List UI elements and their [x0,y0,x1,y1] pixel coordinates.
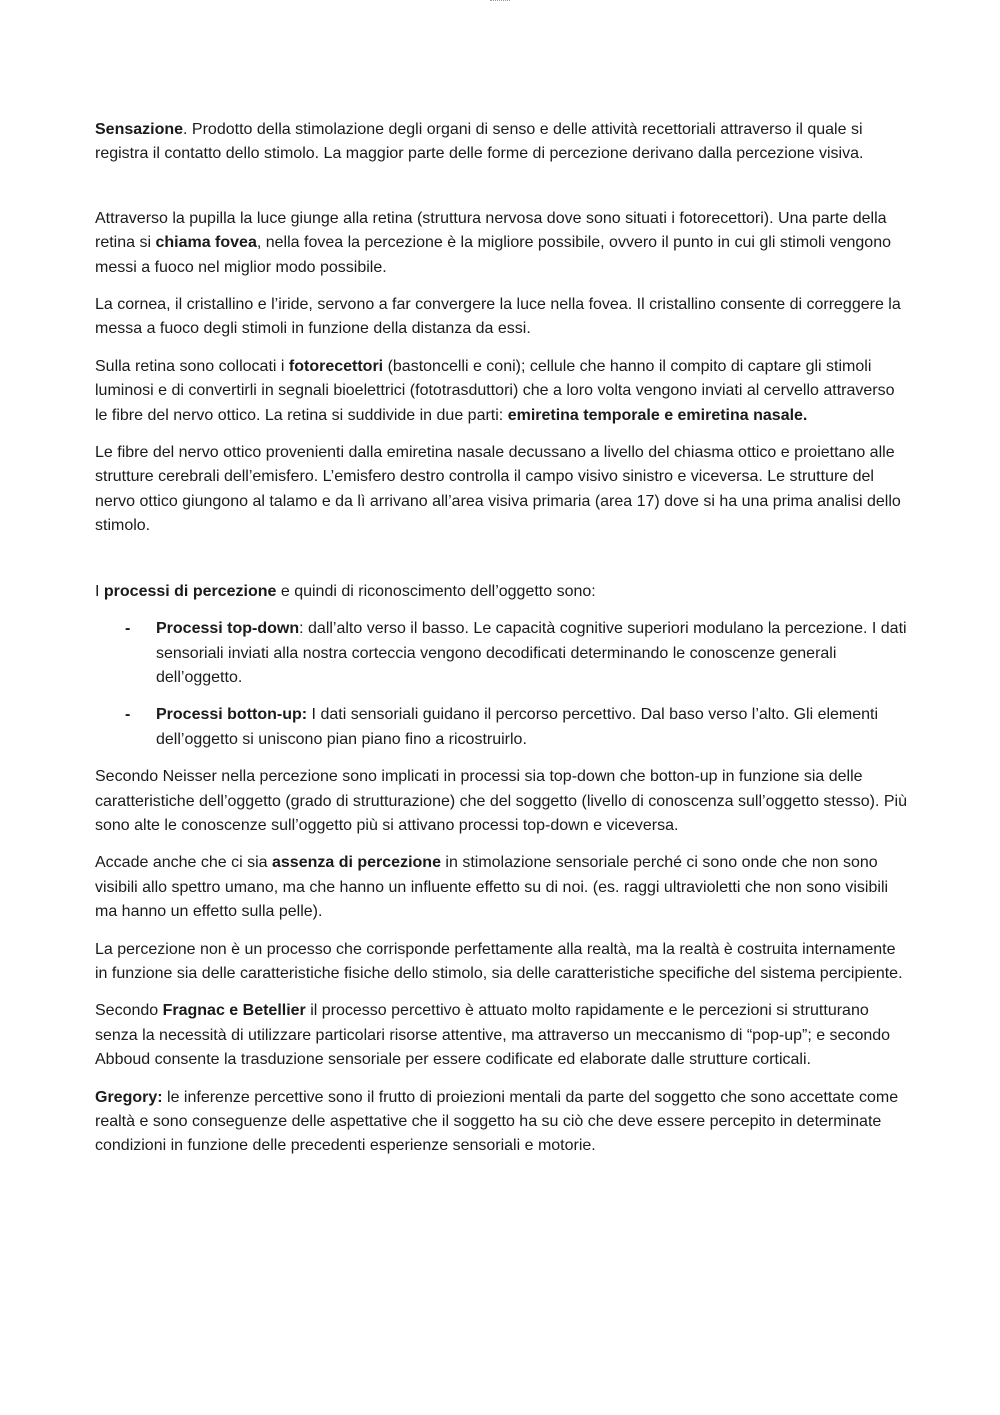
term-assenza-percezione: assenza di percezione [272,854,441,872]
paragraph-realta: La percezione non è un processo che corrisponde perfettamente alla realtà, ma la realtà è costruita internamente in funzione sia delle caratteristiche fisiche dello stimolo, sia delle caratteristiche specifiche del sistema percipiente. [95,940,903,982]
term-emiretina: emiretina temporale e emiretina nasale. [507,406,808,424]
page-top-mark [490,0,510,3]
paragraph-fotorecettori [95,355,907,428]
paragraph-text: Accade anche che ci sia [95,854,272,872]
paragraph-text: le inferenze percettive sono il frutto di proiezioni mentali da parte del soggetto che sono accettate come realtà e sono conseguenze delle aspettative che il soggetto ha su ciò che deve essere percepito in determinate condizioni in funzione delle precedenti esperienze sensoriali e motorie. [95,1088,899,1155]
term-botton-up: Processi botton-up: [156,706,308,724]
paragraph-pupilla [95,207,907,280]
list-item-text: : dall’alto verso il basso. Le capacità cognitive superiori modulano la percezione. I dati sensoriali inviati alla nostra corteccia vengono decodificati determinando le conoscenze generali dell’oggetto. [156,620,907,686]
term-fovea: chiama fovea [155,234,257,252]
paragraph-text: , nella fovea la percezione è la migliore possibile, ovvero il punto in cui gli stimoli vengono messi a fuoco nel miglior modo possibile. [95,234,891,276]
paragraph-text: . Prodotto della stimolazione degli organi di senso e delle attività recettoriali attraverso il quale si registra il contatto dello stimolo. La maggior parte delle forme di percezione derivano dalla percezione visiva. [95,121,864,163]
paragraph-sensazione [95,118,907,167]
paragraph-text: Sulla retina sono collocati i [95,357,289,375]
paragraph-gregory [95,1086,907,1159]
term-top-down: Processi top-down [156,620,300,638]
term-fotorecettori: fotorecettori [288,357,384,375]
term-fragnac-betellier: Fragnac e Betellier [162,1002,306,1020]
processi-list [95,617,907,752]
term-gregory: Gregory: [95,1088,163,1106]
term-processi-percezione: processi di percezione [103,582,277,600]
paragraph-fragnac [95,999,907,1072]
bullet-dash: - [125,706,131,724]
paragraph-nervo-ottico: Le fibre del nervo ottico provenienti dalla emiretina nasale decussano a livello del chiasma ottico e proiettano alle strutture cerebrali dell’emisfero. L’emisfero destro controlla il campo visivo sinistro e viceversa. Le strutture del nervo ottico giungono al talamo e da lì arrivano all’area visiva primaria (area 17) dove si ha una prima analisi dello stimolo. [95,444,901,535]
paragraph-text: il processo percettivo è attuato molto rapidamente e le percezioni si strutturano senza la necessità di utilizzare particolari risorse attentive, ma attraverso un meccanismo di “pop-up”; e secondo Abboud consente la trasduzione sensoriale per essere codificate ed elaborate dalle strutture corticali. [95,1002,891,1069]
bullet-dash: - [125,620,131,638]
paragraph-assenza-percezione [95,851,907,924]
paragraph-cornea: La cornea, il cristallino e l’iride, servono a far convergere la luce nella fovea. Il cristallino consente di correggere la messa a fuoco degli stimoli in funzione della distanza da essi. [95,296,901,338]
list-item-text: I dati sensoriali guidano il percorso percettivo. Dal baso verso l’alto. Gli elementi dell’oggetto si uniscono pian piano fino a ricostruirlo. [156,706,879,748]
paragraph-text: (bastoncelli e coni); cellule che hanno il compito di captare gli stimoli luminosi e di convertirli in segnali bioelettrici (fototrasduttori) che a loro volta vengono inviati al cervello attraverso le fibre del nervo ottico. La retina si suddivide in due parti: [95,357,895,424]
document-page [95,118,907,1172]
list-item-botton-up [95,703,907,752]
paragraph-text: I [95,582,104,600]
list-item-top-down [95,617,907,690]
paragraph-processi-intro [95,580,907,604]
paragraph-neisser: Secondo Neisser nella percezione sono implicati in processi sia top-down che botton-up in funzione sia delle caratteristiche dell’oggetto (grado di strutturazione) che del soggetto (livello di conoscenza sull’oggetto stesso). Più sono alte le conoscenze sull’oggetto più si attivano processi top-down e viceversa. [95,768,907,834]
paragraph-text: e quindi di riconoscimento dell’oggetto sono: [276,582,596,600]
paragraph-text: Attraverso la pupilla la luce giunge alla retina (struttura nervosa dove sono situati i fotorecettori). Una parte della retina si [95,209,887,252]
paragraph-text: Secondo [95,1002,163,1020]
paragraph-text: in stimolazione sensoriale perché ci sono onde che non sono visibili allo spettro umano, ma che hanno un influente effetto su di noi. (es. raggi ultravioletti che non sono visibili ma hanno un effetto sulla pelle). [95,854,889,921]
term-sensazione: Sensazione [95,121,184,138]
